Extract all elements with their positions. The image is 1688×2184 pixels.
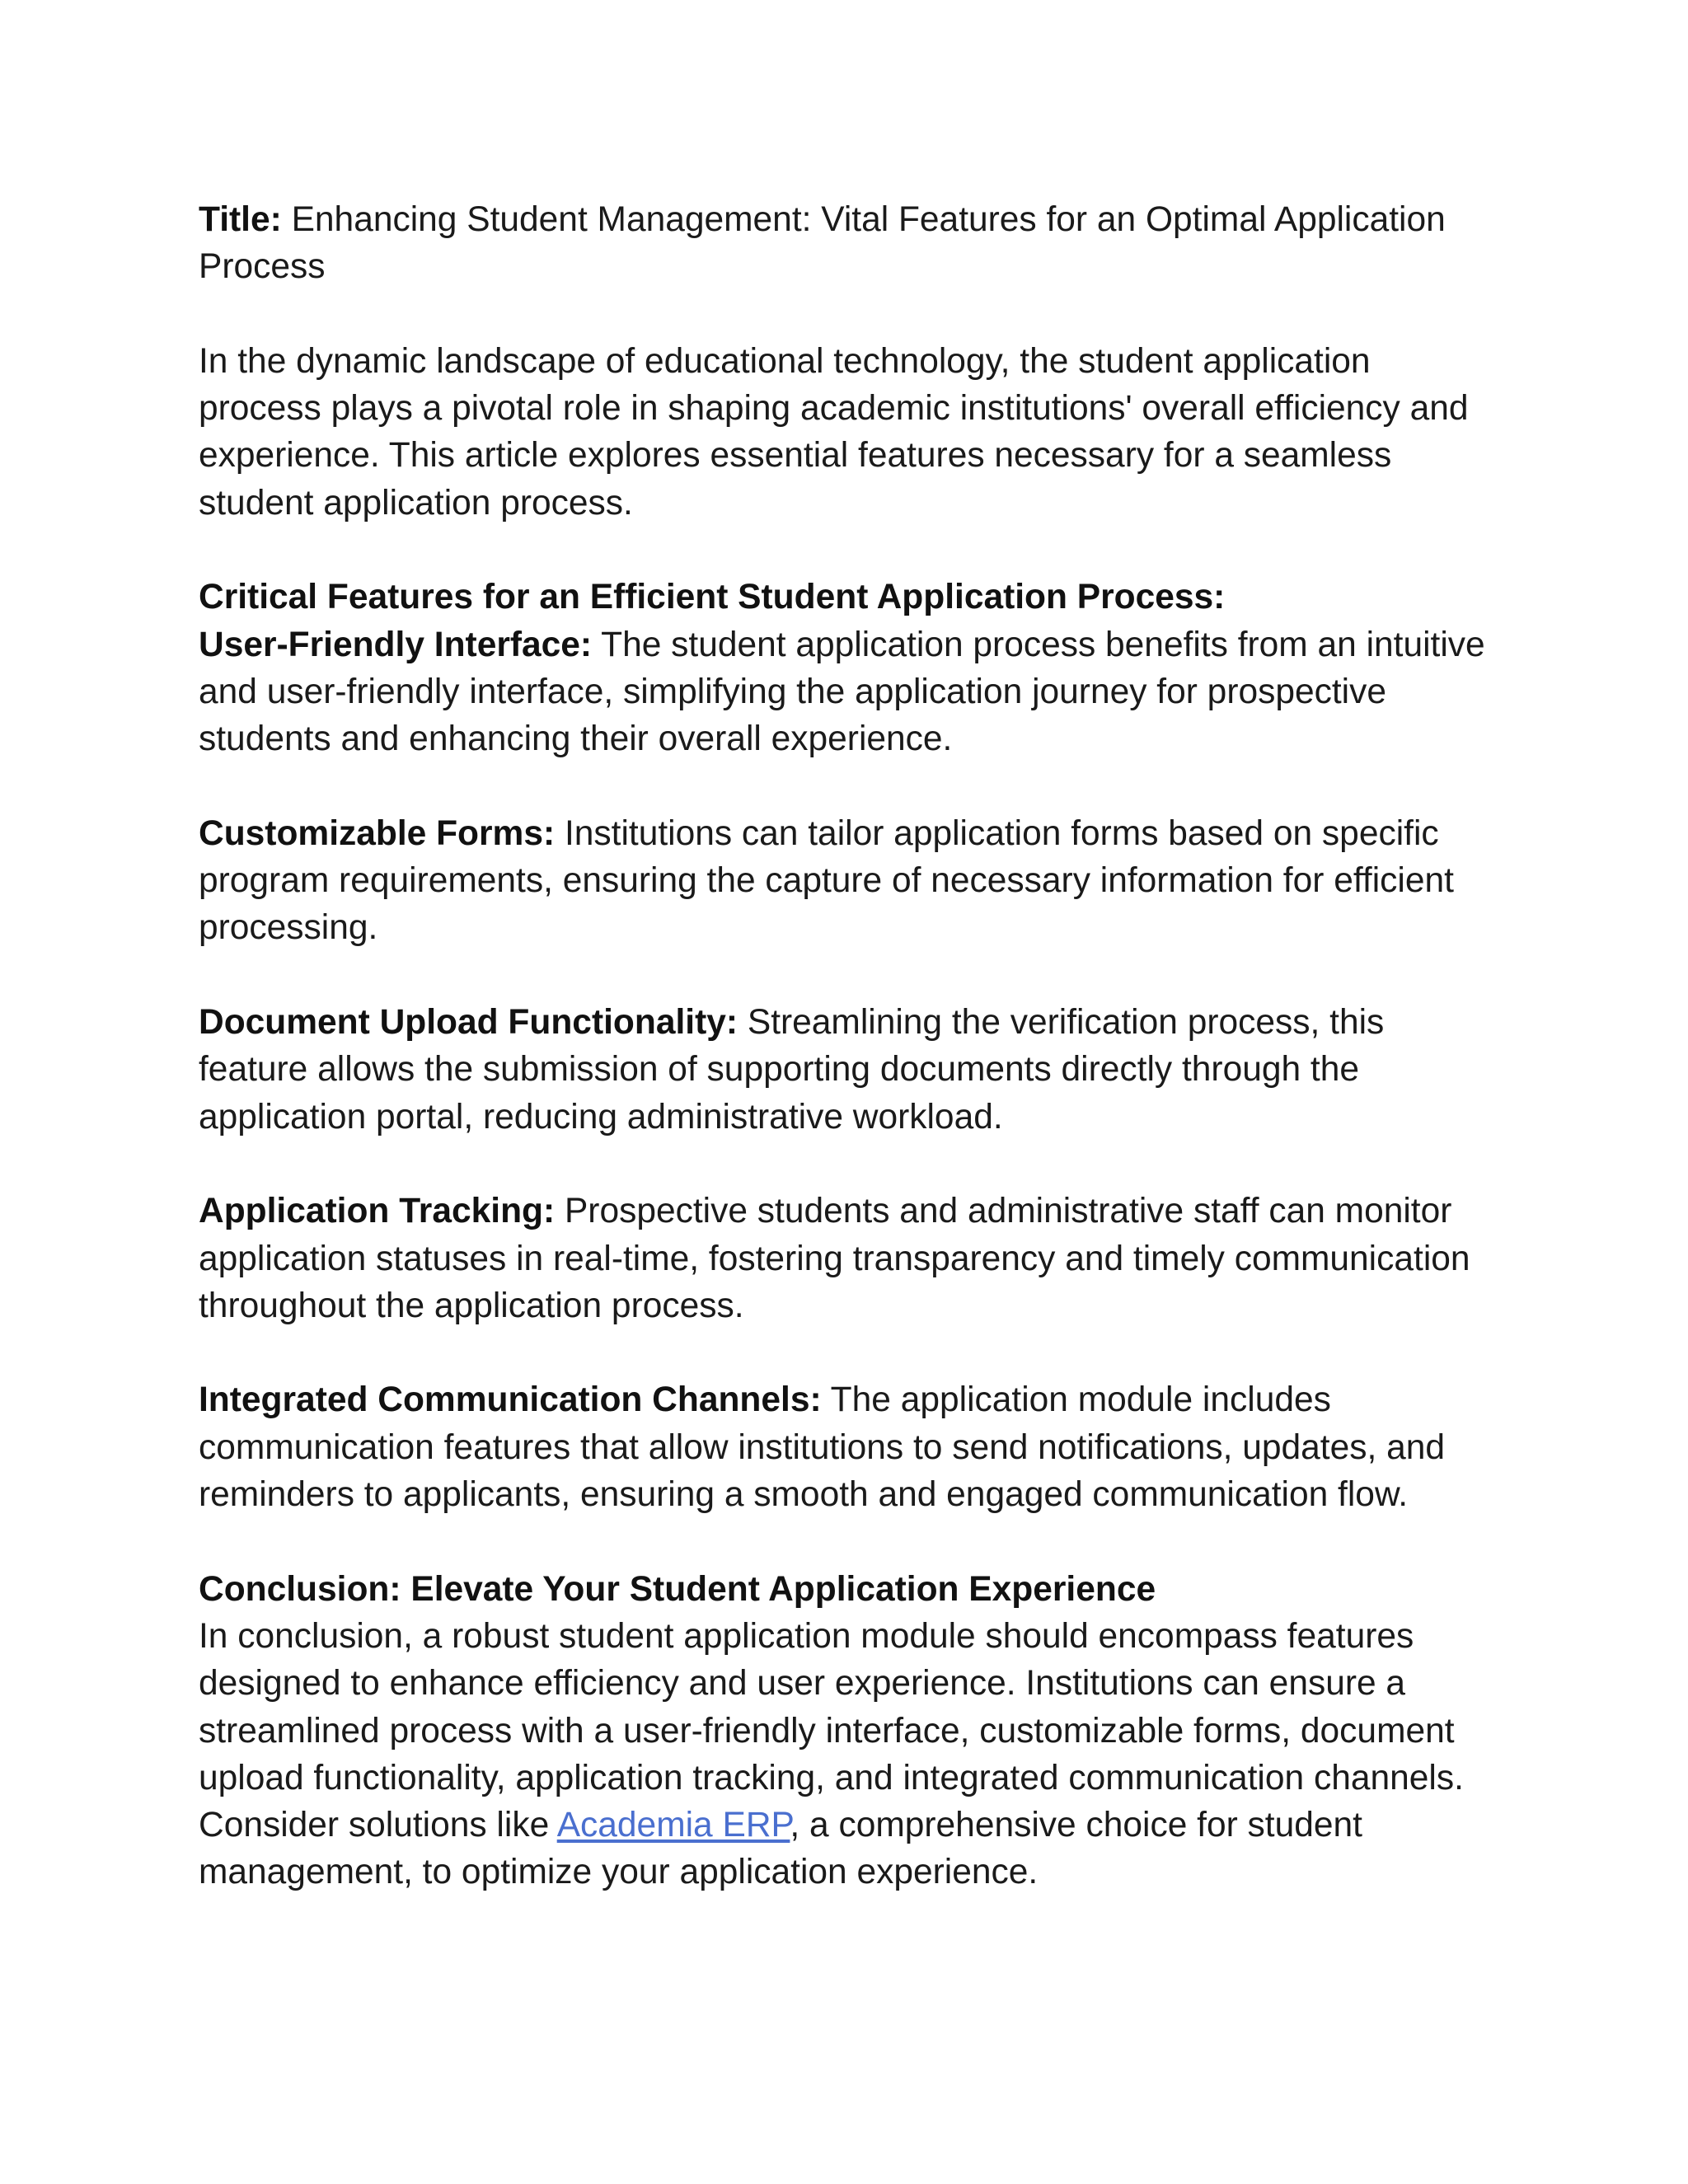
feature-paragraph-communication-channels (199, 1376, 1501, 1518)
feature-paragraph-document-upload (199, 999, 1501, 1141)
feature-text: Prospective students and administrative staff can monitor application statuses in real-time, fostering transparency and timely communication throughout the application process. (199, 1192, 1470, 1325)
conclusion-paragraph (199, 1566, 1501, 1896)
feature-paragraph-application-tracking (199, 1188, 1501, 1329)
intro-paragraph: In the dynamic landscape of educational technology, the student application process plays a pivotal role in shaping academic institutions' overall efficiency and experience. This article explores essential features necessary for a seamless student application process. (199, 341, 1469, 523)
feature-label: Customizable Forms: (199, 813, 556, 853)
feature-text: Institutions can tailor application forms based on specific program requirements, ensuring the capture of necessary information for efficient processing. (199, 813, 1454, 948)
feature-text: The application module includes communication features that allow institutions to send notifications, updates, and reminders to applicants, ensuring a smooth and engaged communication flow. (199, 1380, 1445, 1515)
conclusion-text-end: , a comprehensive choice for student management, to optimize your application experience. (199, 1806, 1362, 1892)
feature-label: User-Friendly Interface: (199, 625, 593, 664)
feature-label: Document Upload Functionality: (199, 1003, 738, 1043)
feature-label: Application Tracking: (199, 1192, 556, 1231)
feature-paragraph-user-friendly (199, 574, 1501, 762)
feature-paragraph-customizable-forms (199, 810, 1501, 952)
document-title: Enhancing Student Management: Vital Features for an Optimal Application Process (199, 200, 1446, 287)
feature-text: Streamlining the verification process, this feature allows the submission of supporting documents directly through the application portal, reducing administrative workload. (199, 1003, 1385, 1137)
feature-text: The student application process benefits from an intuitive and user-friendly interface, simplifying the application journey for prospective students and enhancing their overall experience. (199, 625, 1485, 759)
feature-label: Integrated Communication Channels: (199, 1380, 822, 1420)
academia-erp-link[interactable]: Academia ERP (556, 1806, 790, 1845)
title-label: Title: (199, 200, 282, 239)
conclusion-text: In conclusion, a robust student application module should encompass features designed to enhance efficiency and user experience. Institutions can ensure a streamlined process with a user-friendly interface, customizable forms, document upload functionality, application tracking, and integrated communication channels. Consider solutions like (199, 1616, 1464, 1845)
features-heading: Critical Features for an Efficient Student Application Process: (199, 578, 1226, 617)
conclusion-heading: Conclusion: Elevate Your Student Application Experience (199, 1569, 1156, 1609)
document-page (199, 196, 1501, 1943)
title-paragraph (199, 196, 1501, 291)
